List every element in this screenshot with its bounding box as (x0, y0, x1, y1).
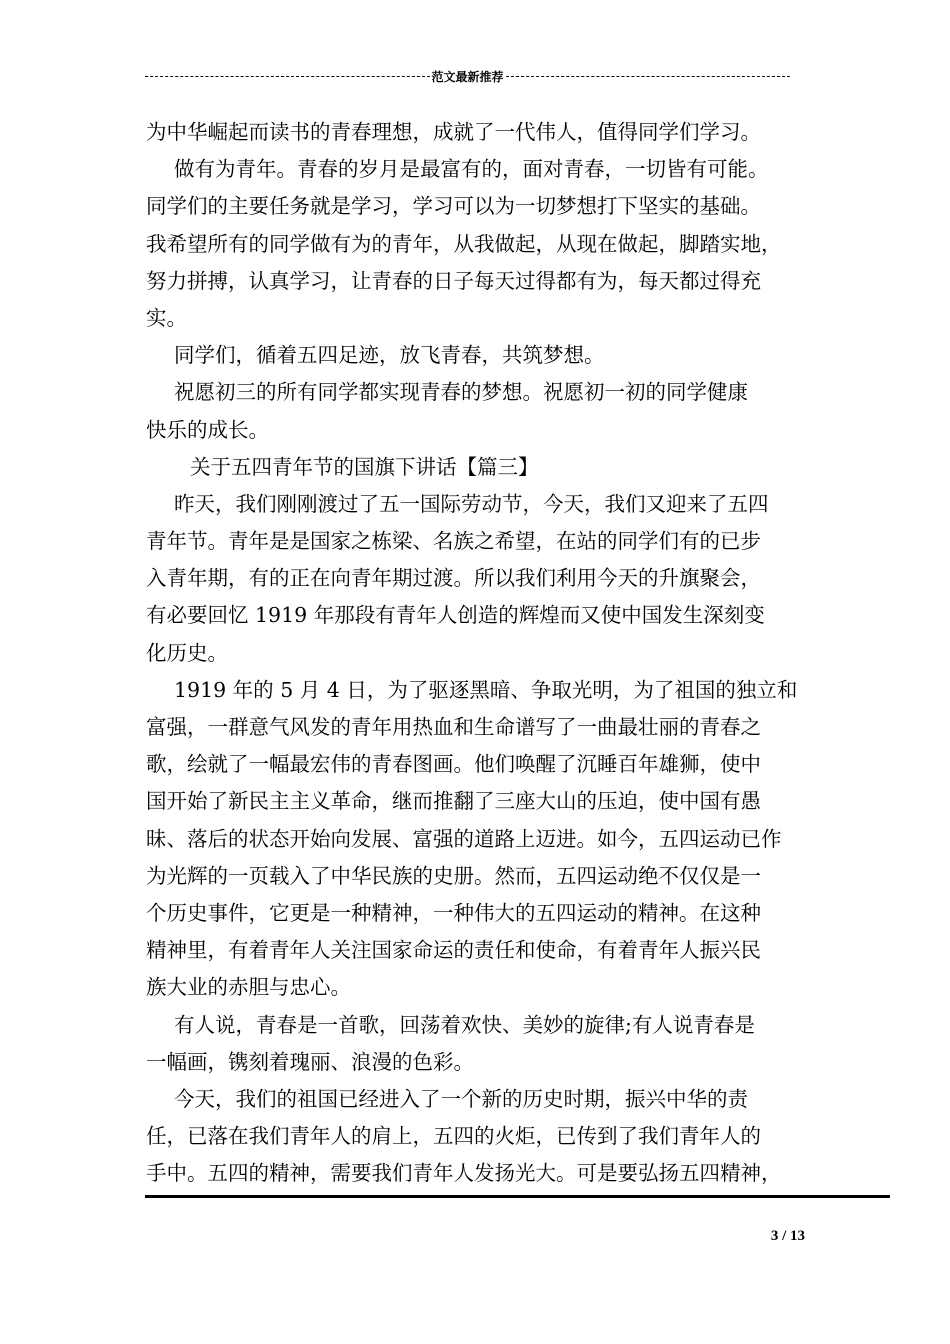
text-line: 入青年期，有的正在向青年期过渡。所以我们利用今天的升旗聚会， (146, 566, 761, 591)
text-line: 同学们的主要任务就是学习，学习可以为一切梦想打下坚实的基础。 (146, 194, 761, 219)
page-header (145, 66, 790, 86)
text-line: 有必要回忆 1919 年那段有青年人创造的辉煌而又使中国发生深刻变 (146, 603, 765, 628)
footer-rule (145, 1195, 890, 1199)
header-dashes-right (506, 76, 791, 77)
text-line: 1919 年的 5 月 4 日，为了驱逐黑暗、争取光明，为了祖国的独立和 (174, 677, 798, 702)
text-line: 努力拼搏，认真学习，让青春的日子每天过得都有为，每天都过得充 (146, 268, 761, 293)
header-dashes-left (145, 76, 430, 77)
section-heading: 关于五四青年节的国旗下讲话【篇三】 (190, 454, 539, 479)
text-line: 昨天，我们刚刚渡过了五一国际劳动节，今天，我们又迎来了五四 (174, 491, 769, 516)
text-line: 昧、落后的状态开始向发展、富强的道路上迈进。如今，五四运动已作 (146, 826, 782, 851)
text-line: 富强，一群意气风发的青年用热血和生命谱写了一曲最壮丽的青春之 (146, 715, 761, 739)
text-line: 实。 (146, 305, 187, 330)
header-title: 范文最新推荐 (431, 69, 504, 84)
text-line: 精神里，有着青年人关注国家命运的责任和使命，有着青年人振兴民 (146, 938, 761, 963)
text-line: 做有为青年。青春的岁月是最富有的，面对青春，一切皆有可能。 (174, 157, 769, 182)
text-line: 青年节。青年是是国家之栋梁、名族之希望，在站的同学们有的已步 (146, 529, 761, 554)
text-line: 一幅画，镌刻着瑰丽、浪漫的色彩。 (146, 1049, 474, 1074)
text-line: 同学们，循着五四足迹，放飞青春，共筑梦想。 (174, 343, 605, 368)
text-line: 快乐的成长。 (146, 417, 269, 442)
text-line: 个历史事件，它更是一种精神，一种伟大的五四运动的精神。在这种 (146, 900, 761, 925)
text-line: 为中华崛起而读书的青春理想，成就了一代伟人，值得同学们学习。 (146, 120, 761, 144)
text-line: 今天，我们的祖国已经进入了一个新的历史时期，振兴中华的责 (174, 1086, 748, 1111)
text-line: 手中。五四的精神，需要我们青年人发扬光大。可是要弘扬五四精神， (146, 1161, 782, 1186)
text-line: 歌，绘就了一幅最宏伟的青春图画。他们唤醒了沉睡百年雄狮，使中 (146, 752, 761, 777)
text-line: 祝愿初三的所有同学都实现青春的梦想。祝愿初一初的同学健康 (174, 380, 748, 405)
text-line: 有人说，青春是一首歌，回荡着欢快、美妙的旋律;有人说青春是 (174, 1012, 755, 1037)
text-line: 任，已落在我们青年人的肩上，五四的火炬，已传到了我们青年人的 (146, 1124, 761, 1149)
text-line: 国开始了新民主主义革命，继而推翻了三座大山的压迫，使中国有愚 (146, 789, 761, 814)
text-line: 为光辉的一页载入了中华民族的史册。然而，五四运动绝不仅仅是一 (146, 863, 761, 888)
text-line: 族大业的赤胆与忠心。 (146, 975, 351, 1000)
text-line: 化历史。 (146, 640, 228, 665)
document-body (146, 114, 810, 1192)
page-number: 3 / 13 (770, 1228, 805, 1244)
text-line: 我希望所有的同学做有为的青年，从我做起，从现在做起，脚踏实地， (146, 231, 782, 256)
